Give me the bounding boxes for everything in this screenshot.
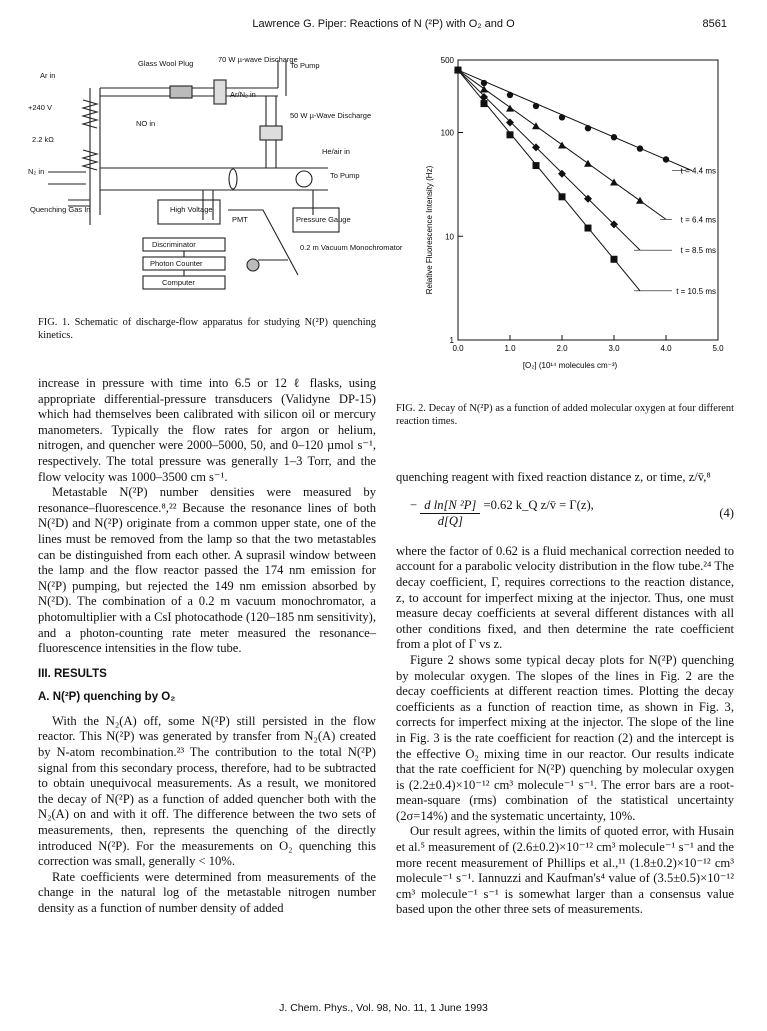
series-label: t = 6.4 ms [680,215,716,225]
equation-denominator: d[Q] [437,514,463,529]
data-point [585,125,591,131]
journal-footer: J. Chem. Phys., Vol. 98, No. 11, 1 June 1993 [279,1002,488,1014]
paragraph: Our result agrees, within the limits of quoted error, with Husain et al.⁵ measurement of (2.6±0.2)×10⁻¹² cm³ molecule⁻¹ s⁻¹ and the more recent measurement of Phillips et al.,¹¹ (1.8±0.2)×10⁻¹² cm³ molecule⁻¹ s⁻¹. Iannuzzi and Kaufman's⁴ value of (3.5±0.5)×10⁻¹² cm³ molecule⁻¹ s⁻¹ is somewhat larger than a consensus value based upon the other three sets of measurements. [396,824,734,917]
series-label: t = 8.5 ms [680,246,716,256]
y-tick-label: 10 [445,232,454,242]
label-240v: +240 V [28,103,52,112]
figure1-schematic [28,50,403,298]
subsection-heading: A. N(²P) quenching by O₂ [38,691,176,704]
label-photon-counter: Photon Counter [150,259,203,268]
y-tick-label: 1 [449,336,454,345]
series-label: t = 10.5 ms [676,286,716,296]
data-point [480,93,488,101]
equation-numerator: d ln[N ²P] [420,498,480,515]
label-quenching-gas: Quenching Gas In [30,205,91,214]
data-point [533,162,540,169]
equation-fraction [420,498,480,530]
figure1-caption-label: FIG. 1. [38,317,70,328]
chart-ylabel: Relative Fluorescence Intensity (Hz) [425,165,434,295]
paragraph: Metastable N(²P) number densities were measured by resonance–fluorescence.⁸,²² Because the resonance lines of both N(²D) and N(²P) originate from a common upper state, one of the lines must be removed from the lamp so that the two metastables can be distinguished from each other. A suprasil window between the lamp and the flow reactor passed the 174 nm emission for N(²P) pumping, but rejected the 149 nm emission absorbed by N(²D). The combination of a 0.2 m vacuum monochromator, a photomultiplier with a CsI photocathode (120–185 nm sensitivity), and a photon-counting rate meter measured the resonance–fluorescence intensities in the flow tube. [38,485,376,656]
x-tick-label: 2.0 [556,344,568,353]
figure2-chart [418,50,748,380]
x-tick-label: 4.0 [660,344,672,353]
data-point [455,67,462,74]
figure2-caption-text: Decay of N(²P) as a function of added molecular oxygen at four different reaction times. [396,403,734,427]
paragraph: where the factor of 0.62 is a fluid mechanical correction needed to account for a parabolic velocity distribution in the flow tube.²⁴ The decay coefficient, Γ, requires corrections to the reaction distance, z, to account for imperfect mixing at the injector. Thus, one must measure decay coefficients at several different distances with all other conditions fixed, and then determine the rate coefficient from a plot of Γ vs z. [396,543,734,652]
x-tick-label: 1.0 [504,344,516,353]
equation-rhs: =0.62 k_Q z/v̄ = Γ(z), [483,497,594,512]
chart-xlabel: [O₂] (10¹⁴ molecules cm⁻³) [522,361,618,370]
label-computer: Computer [162,278,195,287]
paragraph: Rate coefficients were determined from measurements of the change in the natural log of the metastable nitrogen number density as a function of number density of added [38,869,376,915]
data-point [481,100,488,107]
data-point [506,118,514,126]
data-point [611,256,618,263]
right-column [396,470,734,918]
label-no-in: NO in [136,119,156,128]
equation-number: (4) [719,505,734,520]
figure1-caption [38,316,376,342]
data-point [611,134,617,140]
section-heading: III. RESULTS [38,667,107,680]
data-point [558,170,566,178]
data-point [559,193,566,200]
figure1-caption-text: Schematic of discharge-flow apparatus for studying N(²P) quenching kinetics. [38,317,376,341]
data-point [585,225,592,232]
label-ar-n2-in: Ar/N₂ in [230,90,256,99]
label-he-air-in: He/air in [322,147,350,156]
paragraph: quenching reagent with fixed reaction distance z, or time, z/v̄,⁸ [396,470,711,484]
series-line [458,70,692,171]
equation-4: − $\frac{\text{d ln[N ²P]}}{d[Q]}$ =0.62 k_Q z/v̄ = Γ(z), (4) [410,497,734,529]
label-glass-wool: Glass Wool Plug [138,59,194,68]
label-ar-in: Ar in [40,71,56,80]
data-point [636,197,644,204]
label-to-pump-2: To Pump [330,171,360,180]
data-point [559,114,565,120]
page-number: 8561 [702,18,727,30]
label-2-2k: 2.2 kΩ [32,135,54,144]
data-point [637,145,643,151]
paragraph: With the N₂(A) off, some N(²P) still persisted in the flow reactor. This N(²P) was generated by transfer from N₂(A) created by N-atom recombination.²³ The contribution to the total N(²P) signal from this secondary process, therefore, had to be subtracted to obtain unequivocal measurements. As a result, we monitored the decay of N(²P) as a function of added quencher both with the N₂(A) on and with it off. The difference between the two sets of measurements, then, represents the quenching of the directly introduced N(²P). For the measurements on O₂ quenching this correction was small, generally < 10%. [38,713,376,869]
series-label: t = 4.4 ms [680,166,716,176]
label-discriminator: Discriminator [152,240,196,249]
x-tick-label: 3.0 [608,344,620,353]
data-point [532,122,540,129]
label-to-pump: To Pump [290,61,320,70]
label-70w: 70 W µ-wave Discharge [218,55,298,64]
label-pmt: PMT [232,215,248,224]
header-title: Lawrence G. Piper: Reactions of N (²P) with O₂ and O [252,18,515,30]
x-tick-label: 5.0 [712,344,724,353]
y-tick-label: 500 [440,56,454,65]
data-point [507,92,513,98]
running-header [0,18,767,34]
data-point [663,156,669,162]
figure2-caption [396,402,734,428]
label-high-voltage: High Voltage [170,205,213,214]
paragraph: increase in pressure with time into 6.5 or 12 ℓ flasks, using appropriate differential-pressure transducers (Validyne DP-15) which had themselves been calibrated with silicon oil or mercury manometers. Typically the flow rates for argon or helium, nitrogen, and quencher were 2000–5000, 50, and 0–120 µmol s⁻¹, respectively. The total pressure was generally 1–3 Torr, and the flow velocity was 1000–3500 cm s⁻¹. [38,376,376,484]
paragraph: Figure 2 shows some typical decay plots for N(²P) quenching by molecular oxygen. The slopes of the lines in Fig. 2 are the decay coefficients at different reaction times. Plotting the decay coefficients as a function of reaction time, as shown in Fig. 3, corrects for imperfect mixing at the injector. The slope of the line in Fig. 3 is the rate coefficient for reaction (2) and the intercept is the effective O₂ mixing time in our reactor. Our results indicate that the rate coefficient for N(²P) quenching by molecular oxygen is (2.2±0.4)×10⁻¹² cm³ molecule⁻¹ s⁻¹. The error bars are a root-mean-square (rms) combination of the statistical uncertainty (2σ=14%) and the systematic uncertainty, 10%. [396,652,734,823]
data-point [481,80,487,86]
data-point [507,131,514,138]
label-monochromator: 0.2 m Vacuum Monochromator [300,243,403,252]
label-50w: 50 W µ-Wave Discharge [290,111,372,120]
left-column [38,376,376,917]
x-tick-label: 0.0 [452,344,464,353]
label-n2-in: N₂ in [28,167,45,176]
label-pressure-gauge: Pressure Gauge [296,215,351,224]
figure2-caption-label: FIG. 2. [396,403,426,414]
y-tick-label: 100 [440,128,454,138]
data-point [533,103,539,109]
